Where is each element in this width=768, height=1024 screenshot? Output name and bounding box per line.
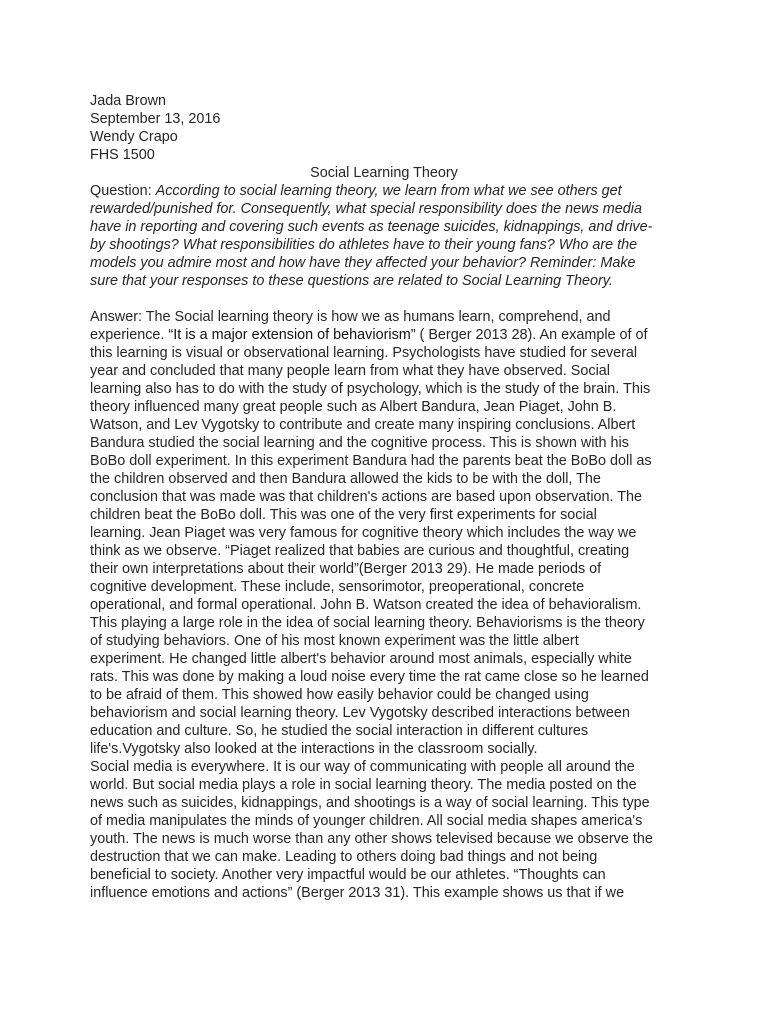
reminder-text: Reminder: Make sure that your responses to these questions are related to Social Learning Theory.	[90, 255, 636, 289]
question-block	[90, 182, 656, 290]
author-name: Jada Brown	[90, 93, 166, 109]
course-code: FHS 1500	[90, 147, 155, 163]
question-label: Question:	[90, 183, 152, 199]
document-title: Social Learning Theory	[310, 165, 458, 181]
answer-quote: “It is a major extension of behaviorism”	[168, 327, 416, 343]
question-text: According to social learning theory, we learn from what we see others get rewarded/punished for. Consequently, what special responsibility does the news media have in reporting and covering such events as teenage suicides, kidnappings, and drive-by shootings? What responsibilities do athletes have to their young fans? Who are the models you admire most and how have they affected your behavior?	[90, 183, 653, 271]
answer-intro: Answer: The Social learning theory is how we as humans learn, comprehend, and experience.	[90, 309, 611, 343]
answer-body: ( Berger 2013 28). An example of of this learning is visual or observational learning. Psychologists have studied for several year and concluded that many people learn from what they have observed. Social learning also has to do with the study of psychology, which is the study of the brain. This theory influenced many great people such as Albert Bandura, Jean Piaget, John B. Watson, and Lev Vygotsky to contribute and create many inspiring conclusions. Albert Bandura studied the social learning and the cognitive process. This is shown with his BoBo doll experiment. In this experiment Bandura had the parents beat the BoBo doll as the children observed and then Bandura allowed the kids to be with the doll, The conclusion that was made was that children's actions are based upon observation. The children beat the BoBo doll. This was one of the very first experiments for social learning. Jean Piaget was very famous for cognitive theory which includes the way we think as we observe. “Piaget realized that babies are curious and thoughtful, creating their own interpretations about their world”(Berger 2013 29). He made periods of cognitive development. These include, sensorimotor, preoperational, concrete operational, and formal operational. John B. Watson created the idea of behavioralism. This playing a large role in the idea of social learning theory. Behaviorisms is the theory of studying behaviors. One of his most known experiment was the little albert experiment. He changed little albert's behavior around most animals, especially white rats. This was done by making a loud noise every time the rat came close so he learned to be afraid of them. This showed how easily behavior could be changed using behaviorism and social learning theory. Lev Vygotsky described interactions between education and culture. So, he studied the social interaction in different cultures life's.Vygotsky also looked at the interactions in the classroom socially.	[90, 327, 652, 757]
instructor-name: Wendy Crapo	[90, 129, 178, 145]
answer-paragraph-1	[90, 308, 656, 758]
document-date: September 13, 2016	[90, 111, 221, 127]
spacer	[90, 290, 656, 308]
answer-paragraph-2: Social media is everywhere. It is our way of communicating with people all around the world. But social media plays a role in social learning theory. The media posted on the news such as suicides, kidnappings, and shootings is a way of social learning. This type of media manipulates the minds of younger children. All social media shapes america's youth. The news is much worse than any other shows televised because we observe the destruction that we can make. Leading to others doing bad things and not being beneficial to society. Another very impactful would be our athletes. “Thoughts can influence emotions and actions” (Berger 2013 31). This example shows us that if we	[90, 759, 653, 901]
